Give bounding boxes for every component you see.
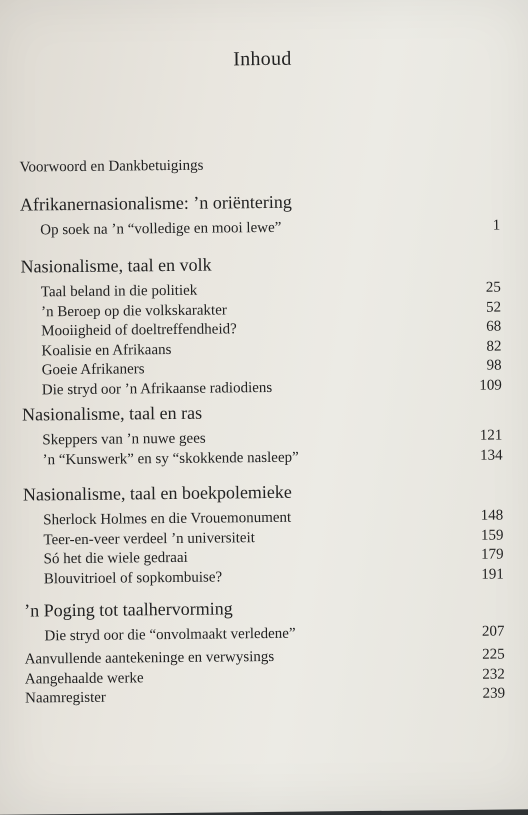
entry-label: Die stryd oor die “onvolmaakt verledene” — [44, 625, 296, 645]
entry-page: 207 — [481, 623, 505, 640]
toc-entry — [25, 685, 505, 710]
toc-section — [23, 480, 504, 590]
entry-label: Op soek na ’n “volledige en mooi lewe” — [40, 219, 282, 239]
entry-label: Teer-en-veer verdeel ’n universiteit — [43, 529, 255, 548]
toc-section — [24, 596, 504, 648]
section-title: Nasionalisme, taal en volk — [20, 254, 212, 277]
front-matter-entry: Voorwoord en Dankbetuigings — [19, 157, 204, 176]
toc-entry — [22, 376, 502, 401]
entry-page: 121 — [479, 427, 503, 444]
section-title: Afrikanernasionalisme: ’n oriëntering — [19, 191, 292, 215]
entry-page: 134 — [479, 447, 503, 464]
back-matter — [25, 646, 506, 710]
entry-label: Taal beland in die politiek — [40, 282, 198, 301]
entry-page: 179 — [481, 546, 504, 563]
entry-page: 25 — [485, 279, 501, 296]
entry-page: 98 — [486, 357, 502, 374]
entry-page: 148 — [480, 507, 504, 524]
entry-label: Aanvullende aantekeninge en verwysings — [24, 648, 275, 668]
entry-label: ’n Beroep op die volkskarakter — [40, 301, 227, 320]
entry-page: 232 — [482, 666, 505, 683]
entry-page: 159 — [480, 527, 504, 544]
entry-page: 109 — [479, 377, 502, 394]
section-title: Nasionalisme, taal en ras — [22, 402, 203, 425]
toc-entry — [23, 446, 503, 471]
entry-label: Koalisie en Afrikaans — [41, 341, 172, 359]
section-title: ’n Poging tot taalhervorming — [24, 598, 233, 621]
section-title: Nasionalisme, taal en boekpolemieke — [22, 481, 292, 505]
entry-page: 82 — [486, 338, 502, 355]
entry-label: Die stryd oor ’n Afrikaanse radiodiens — [41, 379, 273, 398]
toc-entry — [20, 217, 500, 242]
entry-label: Só het die wiele gedraai — [43, 549, 188, 568]
entry-label: Blouvitrioel of sopkombuise? — [43, 568, 223, 587]
entry-label: Mooiigheid of doeltreffendheid? — [41, 321, 237, 340]
entry-page: 225 — [482, 646, 505, 663]
entry-label: Sherlock Holmes en die Vrouemonument — [43, 509, 292, 529]
entry-label: Goeie Afrikaners — [41, 361, 145, 379]
entry-page: 191 — [481, 566, 504, 583]
entry-page: 52 — [485, 299, 502, 316]
page-title: Inhoud — [233, 47, 292, 71]
entry-label: ’n “Kunswerk” en sy “skokkende nasleep” — [42, 449, 299, 468]
toc-entry — [24, 565, 504, 590]
entry-label: Aangehaalde werke — [24, 669, 144, 688]
toc-section — [20, 190, 500, 242]
toc-entry — [24, 623, 504, 648]
entry-page: 1 — [492, 217, 501, 234]
entry-page: 68 — [486, 318, 502, 335]
entry-page: 239 — [482, 685, 506, 702]
toc-section — [20, 252, 501, 401]
toc-section — [22, 400, 503, 471]
entry-label: Skeppers van ’n nuwe gees — [42, 430, 206, 449]
entry-label: Naamregister — [25, 689, 106, 707]
